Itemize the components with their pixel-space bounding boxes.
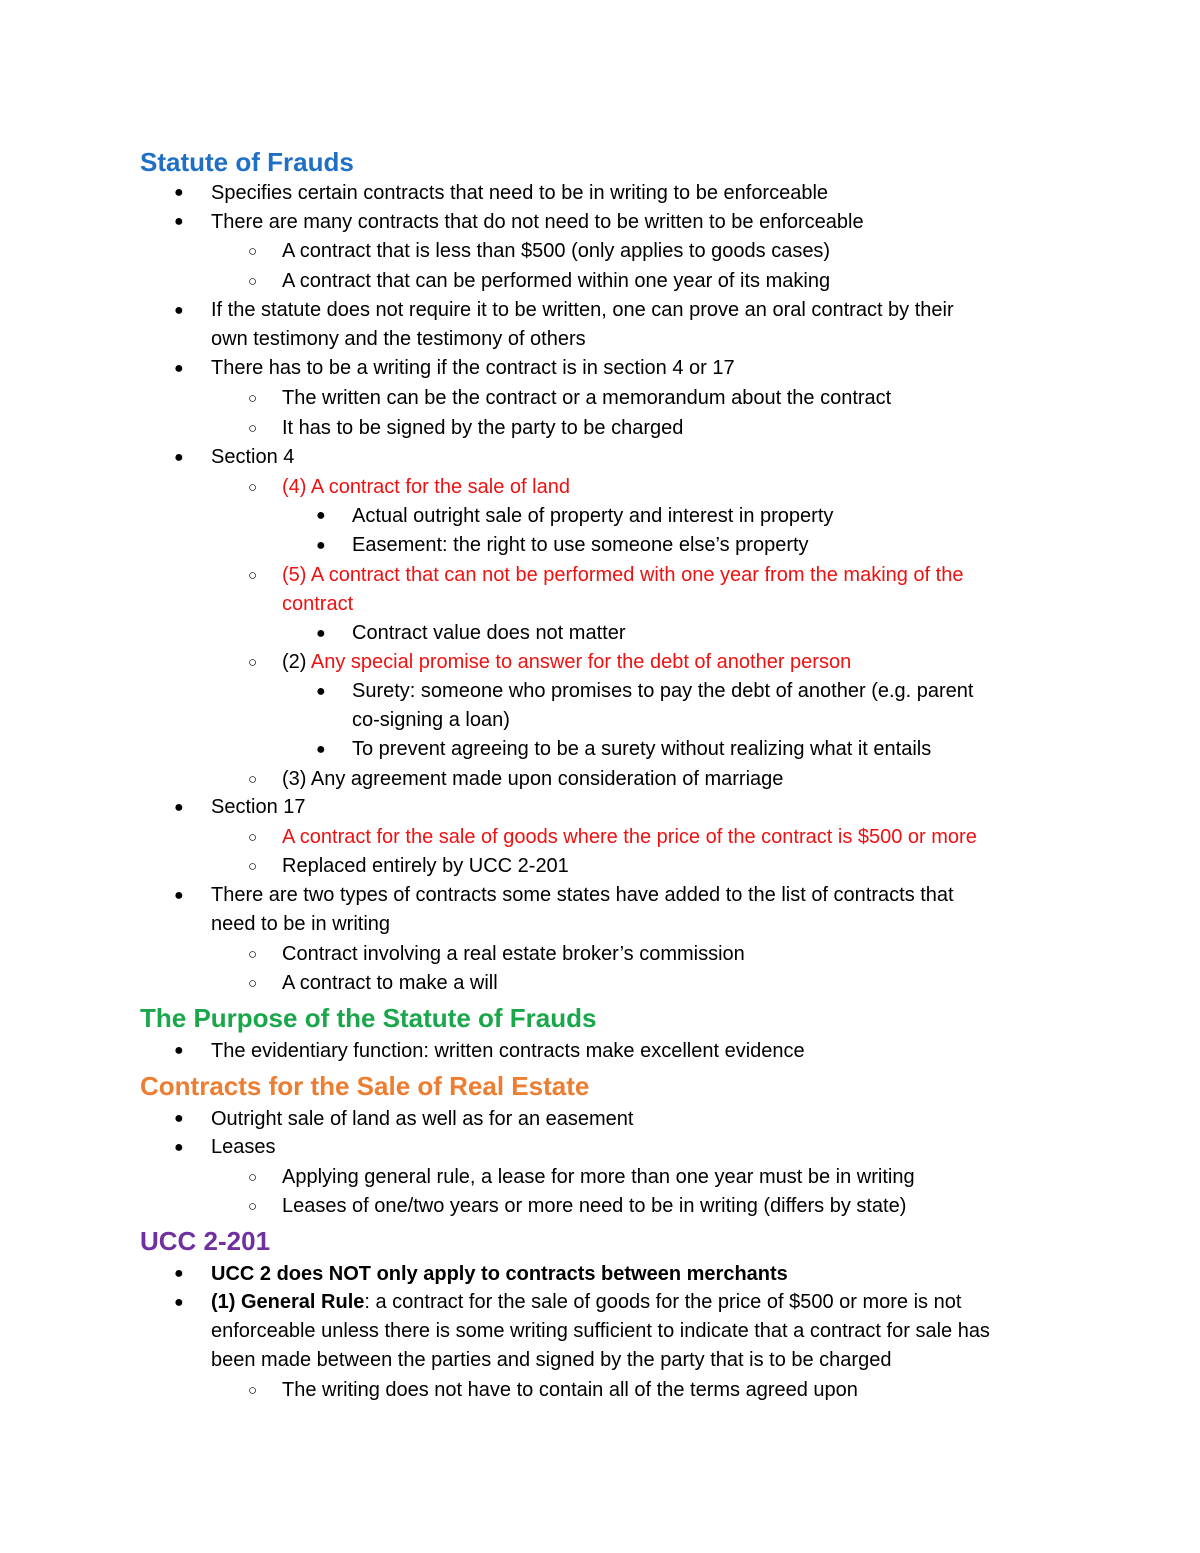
list-item-continuation: co-signing a loan) <box>352 709 510 731</box>
list-item: Section 4 <box>211 446 295 468</box>
list-item-highlighted: (4) A contract for the sale of land <box>282 476 570 498</box>
bullet-icon: ● <box>174 1042 184 1059</box>
circle-bullet-icon: ○ <box>248 243 258 260</box>
bullet-icon: ● <box>316 537 326 554</box>
list-item <box>211 1288 961 1317</box>
list-item: There are two types of contracts some states have added to the list of contracts that <box>211 884 954 906</box>
list-item: Leases <box>211 1136 276 1158</box>
list-item: UCC 2 does NOT only apply to contracts between merchants <box>211 1263 788 1285</box>
list-item: There has to be a writing if the contract is in section 4 or 17 <box>211 357 735 379</box>
circle-bullet-icon: ○ <box>248 829 258 846</box>
list-item-continuation: need to be in writing <box>211 913 391 935</box>
list-item-continuation: own testimony and the testimony of others <box>211 328 586 350</box>
item-number: (2) <box>282 651 311 673</box>
bullet-icon: ● <box>174 360 184 377</box>
heading-purpose: The Purpose of the Statute of Frauds <box>140 1003 597 1033</box>
circle-bullet-icon: ○ <box>248 479 258 496</box>
bullet-icon: ● <box>316 741 326 758</box>
list-item: Replaced entirely by UCC 2-201 <box>282 855 569 877</box>
bullet-icon: ● <box>174 213 184 230</box>
bullet-icon: ● <box>316 507 326 524</box>
circle-bullet-icon: ○ <box>248 1198 258 1215</box>
bullet-icon: ● <box>174 184 184 201</box>
bullet-icon: ● <box>174 799 184 816</box>
list-item-highlighted: (5) A contract that can not be performed with one year from the making of the <box>282 564 964 586</box>
bullet-icon: ● <box>174 1265 184 1282</box>
circle-bullet-icon: ○ <box>248 771 258 788</box>
list-item: Surety: someone who promises to pay the debt of another (e.g. parent <box>352 680 974 702</box>
list-item: Actual outright sale of property and interest in property <box>352 505 834 527</box>
circle-bullet-icon: ○ <box>248 420 258 437</box>
circle-bullet-icon: ○ <box>248 946 258 963</box>
list-item: A contract that is less than $500 (only applies to goods cases) <box>282 240 831 262</box>
list-item: Specifies certain contracts that need to be in writing to be enforceable <box>211 182 829 204</box>
list-item: The evidentiary function: written contracts make excellent evidence <box>211 1040 805 1062</box>
circle-bullet-icon: ○ <box>248 858 258 875</box>
list-item-highlighted: A contract for the sale of goods where the price of the contract is $500 or more <box>282 826 977 848</box>
bullet-icon: ● <box>174 887 184 904</box>
highlighted-text: Any special promise to answer for the debt of another person <box>310 651 852 673</box>
list-item-continuation: enforceable unless there is some writing sufficient to indicate that a contract for sale has <box>211 1320 990 1342</box>
list-item: Applying general rule, a lease for more than one year must be in writing <box>282 1166 915 1188</box>
heading-ucc-2-201: UCC 2-201 <box>140 1226 271 1256</box>
circle-bullet-icon: ○ <box>248 273 258 290</box>
list-item: Leases of one/two years or more need to be in writing (differs by state) <box>282 1195 907 1217</box>
heading-real-estate: Contracts for the Sale of Real Estate <box>140 1071 590 1101</box>
list-item: The writing does not have to contain all of the terms agreed upon <box>282 1379 858 1401</box>
list-item: Outright sale of land as well as for an easement <box>211 1108 634 1130</box>
item-text: : a contract for the sale of goods for the price of $500 or more is not <box>364 1291 962 1313</box>
circle-bullet-icon: ○ <box>248 1169 258 1186</box>
bullet-icon: ● <box>174 302 184 319</box>
list-item <box>282 648 851 677</box>
list-item: Easement: the right to use someone else’s property <box>352 534 809 556</box>
circle-bullet-icon: ○ <box>248 975 258 992</box>
list-item: A contract to make a will <box>282 972 498 994</box>
list-item-continuation: been made between the parties and signed by the party that is to be charged <box>211 1349 892 1371</box>
list-item: Contract involving a real estate broker’s commission <box>282 943 745 965</box>
bullet-icon: ● <box>316 625 326 642</box>
list-item: If the statute does not require it to be written, one can prove an oral contract by their <box>211 299 954 321</box>
list-item: A contract that can be performed within one year of its making <box>282 270 831 292</box>
bullet-icon: ● <box>174 1139 184 1156</box>
bold-label: (1) General Rule <box>211 1291 365 1313</box>
list-item: Contract value does not matter <box>352 622 626 644</box>
bullet-icon: ● <box>174 449 184 466</box>
circle-bullet-icon: ○ <box>248 567 258 584</box>
bullet-icon: ● <box>316 683 326 700</box>
list-item: (3) Any agreement made upon consideration of marriage <box>282 768 784 790</box>
list-item: The written can be the contract or a memorandum about the contract <box>282 387 892 409</box>
circle-bullet-icon: ○ <box>248 654 258 671</box>
bullet-icon: ● <box>174 1110 184 1127</box>
circle-bullet-icon: ○ <box>248 1382 258 1399</box>
circle-bullet-icon: ○ <box>248 390 258 407</box>
list-item: Section 17 <box>211 796 306 818</box>
heading-statute-of-frauds: Statute of Frauds <box>140 147 354 177</box>
bullet-icon: ● <box>174 1294 184 1311</box>
list-item: It has to be signed by the party to be charged <box>282 417 684 439</box>
list-item: There are many contracts that do not need to be written to be enforceable <box>211 211 864 233</box>
list-item-continuation: contract <box>282 593 354 615</box>
list-item: To prevent agreeing to be a surety without realizing what it entails <box>352 738 932 760</box>
